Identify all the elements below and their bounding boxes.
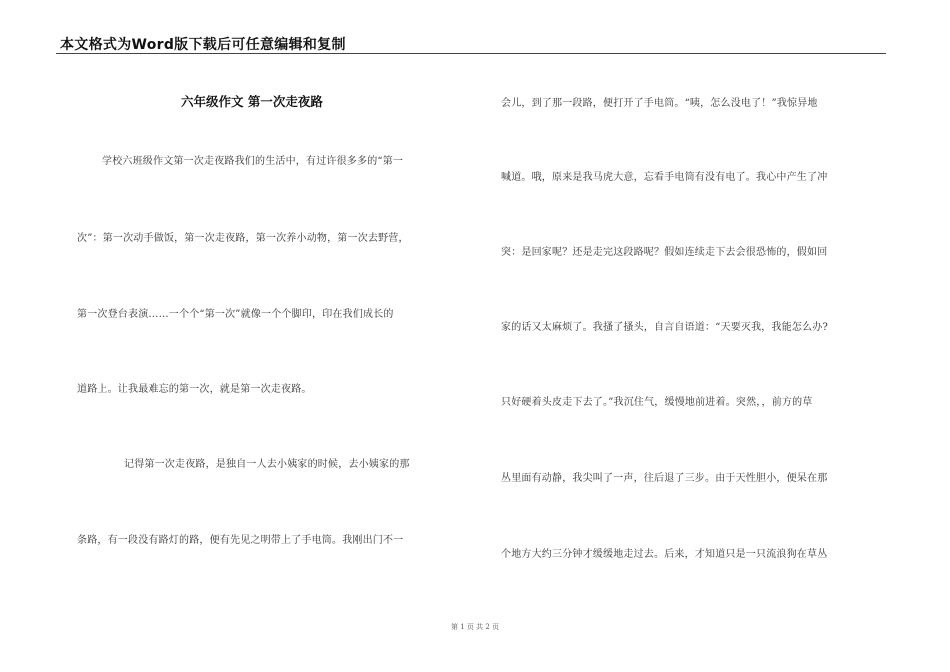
text-line: 学校六班级作文第一次走夜路我们的生活中，有过许很多多的“第一 <box>102 156 404 167</box>
essay-title: 六年级作文 第一次走夜路 <box>181 94 323 109</box>
text-line: 家的话又太麻烦了。我搔了搔头，自言自语道：“天要灭我，我能怎么办? <box>501 322 829 333</box>
text-line: 道路上。让我最难忘的第一次，就是第一次走夜路。 <box>77 384 312 395</box>
text-line: 次”：第一次动手做饭，第一次走夜路，第一次养小动物，第一次去野营， <box>77 233 409 244</box>
banner-divider <box>56 53 886 54</box>
text-line: 只好硬着头皮走下去了。”我沉住气，缓慢地前进着。突然，，前方的草 <box>501 397 813 408</box>
text-line: 喊道。哦，原来是我马虎大意，忘看手电筒有没有电了。我心中产生了冲 <box>501 172 828 183</box>
text-line: 第一次登台表演……一个个“第一次”就像一个个脚印，印在我们成长的 <box>77 309 394 320</box>
text-line: 突：是回家呢？还是走完这段路呢？假如连续走下去会很恐怖的，假如回 <box>501 247 828 258</box>
page-number: 第 1 页 共 2 页 <box>450 623 500 631</box>
text-line: 记得第一次走夜路，是独自一人去小姨家的时候，去小姨家的那 <box>124 459 410 470</box>
text-line: 个地方大约三分钟才缓缓地走过去。后来，才知道只是一只流浪狗在草丛 <box>501 549 828 560</box>
text-line: 丛里面有动静，我尖叫了一声，往后退了三步。由于天性胆小，便呆在那 <box>501 473 828 484</box>
text-line: 条路，有一段没有路灯的路，便有先见之明带上了手电筒。我刚出门不一 <box>77 535 404 546</box>
document-banner: 本文格式为Word版下载后可任意编辑和复制 <box>60 37 346 53</box>
text-line: 会儿，到了那一段路，便打开了手电筒。“咦，怎么没电了！”我惊异地 <box>501 98 818 109</box>
